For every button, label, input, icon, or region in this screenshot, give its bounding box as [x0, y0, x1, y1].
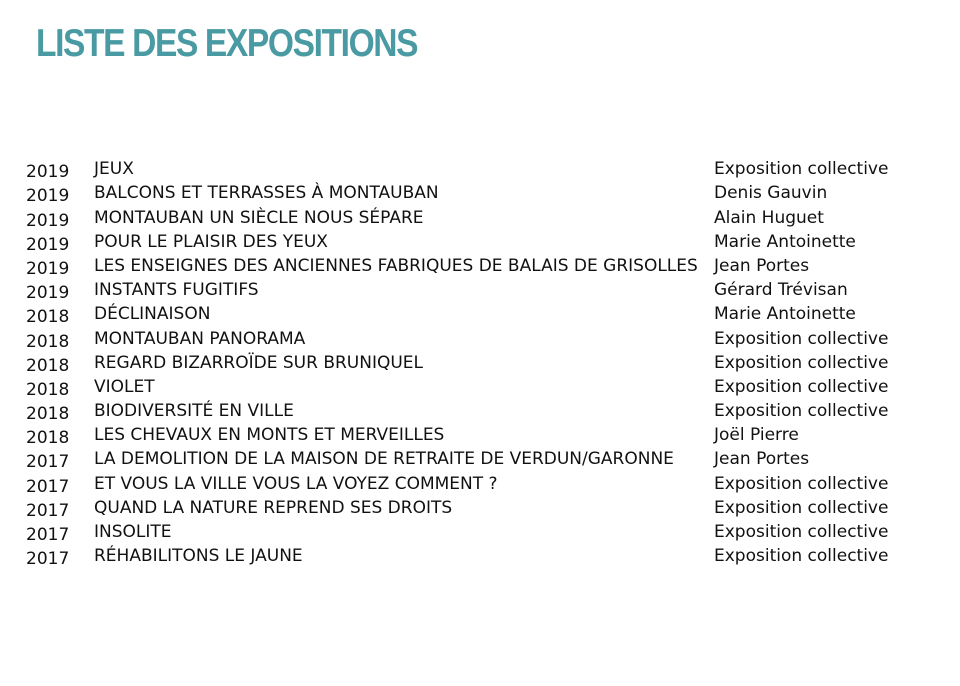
exhibition-year: 2019	[26, 234, 70, 255]
exhibition-year: 2017	[26, 500, 70, 521]
exhibition-author: Marie Antoinette	[714, 304, 856, 325]
exhibition-year: 2018	[26, 355, 70, 376]
exhibition-title: BIODIVERSITÉ EN VILLE	[94, 401, 294, 422]
exhibition-title: INSTANTS FUGITIFS	[94, 280, 259, 301]
page-title: LISTE DES EXPOSITIONS	[36, 22, 418, 65]
exhibition-row	[26, 301, 926, 325]
exhibition-author: Jean Portes	[714, 255, 810, 276]
exhibition-author: Exposition collective	[714, 159, 889, 180]
exhibition-author: Denis Gauvin	[714, 183, 828, 204]
exhibition-author: Marie Antoinette	[714, 231, 856, 252]
exhibition-title: QUAND LA NATURE REPREND SES DROITS	[94, 497, 453, 518]
exhibition-title: ET VOUS LA VILLE VOUS LA VOYEZ COMMENT ?	[94, 473, 498, 494]
exhibitions-table	[26, 156, 926, 570]
exhibition-author: Exposition collective	[714, 376, 889, 397]
exhibition-year: 2018	[26, 404, 70, 425]
exhibition-row	[26, 325, 926, 349]
exhibition-title: DÉCLINAISON	[94, 304, 211, 325]
exhibition-year: 2019	[26, 210, 70, 231]
exhibition-author: Alain Huguet	[714, 207, 824, 228]
exhibition-year: 2018	[26, 331, 70, 352]
exhibition-title: LES ENSEIGNES DES ANCIENNES FABRIQUES DE BALAIS DE GRISOLLES	[94, 255, 698, 276]
exhibition-title: POUR LE PLAISIR DES YEUX	[94, 231, 328, 252]
exhibition-row	[26, 422, 926, 446]
exhibition-row	[26, 398, 926, 422]
exhibition-row	[26, 374, 926, 398]
exhibition-row	[26, 277, 926, 301]
exhibition-row	[26, 446, 926, 470]
exhibition-year: 2019	[26, 258, 70, 279]
exhibitions-list	[26, 156, 926, 570]
exhibition-row	[26, 350, 926, 374]
exhibition-title: MONTAUBAN PANORAMA	[94, 328, 306, 349]
exhibition-row	[26, 495, 926, 519]
exhibition-author: Gérard Trévisan	[714, 280, 848, 301]
exhibition-row	[26, 519, 926, 543]
exhibition-title: REGARD BIZARROÏDE SUR BRUNIQUEL	[94, 352, 424, 373]
exhibition-title: MONTAUBAN UN SIÈCLE NOUS SÉPARE	[94, 207, 424, 228]
exhibition-year: 2019	[26, 283, 70, 304]
exhibition-title: INSOLITE	[94, 522, 172, 542]
exhibition-year: 2019	[26, 162, 70, 183]
exhibition-author: Exposition collective	[714, 497, 889, 518]
exhibition-title: JEUX	[94, 159, 134, 180]
exhibition-author: Exposition collective	[714, 546, 889, 567]
exhibition-year: 2018	[26, 428, 70, 449]
exhibition-year: 2018	[26, 307, 70, 328]
exhibition-row	[26, 156, 926, 180]
exhibition-title: LES CHEVAUX EN MONTS ET MERVEILLES	[94, 425, 445, 446]
exhibition-row	[26, 543, 926, 567]
exhibition-year: 2017	[26, 525, 70, 545]
exhibition-row	[26, 180, 926, 204]
exhibition-title: LA DEMOLITION DE LA MAISON DE RETRAITE DE VERDUN/GARONNE	[94, 449, 674, 470]
exhibition-title: RÉHABILITONS LE JAUNE	[94, 546, 303, 567]
exhibition-author: Exposition collective	[714, 522, 889, 542]
exhibition-row	[26, 204, 926, 228]
exhibition-title: BALCONS ET TERRASSES À MONTAUBAN	[94, 183, 439, 204]
exhibition-author: Exposition collective	[714, 328, 889, 349]
exhibition-year: 2017	[26, 549, 70, 570]
exhibition-year: 2018	[26, 379, 70, 400]
exhibition-author: Exposition collective	[714, 352, 889, 373]
exhibition-year: 2017	[26, 476, 70, 497]
exhibition-row	[26, 229, 926, 253]
exhibition-title: VIOLET	[94, 376, 155, 397]
exhibition-year: 2017	[26, 452, 70, 473]
exhibition-row	[26, 470, 926, 494]
exhibition-row	[26, 253, 926, 277]
exhibition-author: Exposition collective	[714, 401, 889, 422]
exhibition-author: Joël Pierre	[714, 425, 799, 446]
exhibition-year: 2019	[26, 186, 70, 207]
exhibition-author: Exposition collective	[714, 473, 889, 494]
exhibition-author: Jean Portes	[714, 449, 810, 470]
